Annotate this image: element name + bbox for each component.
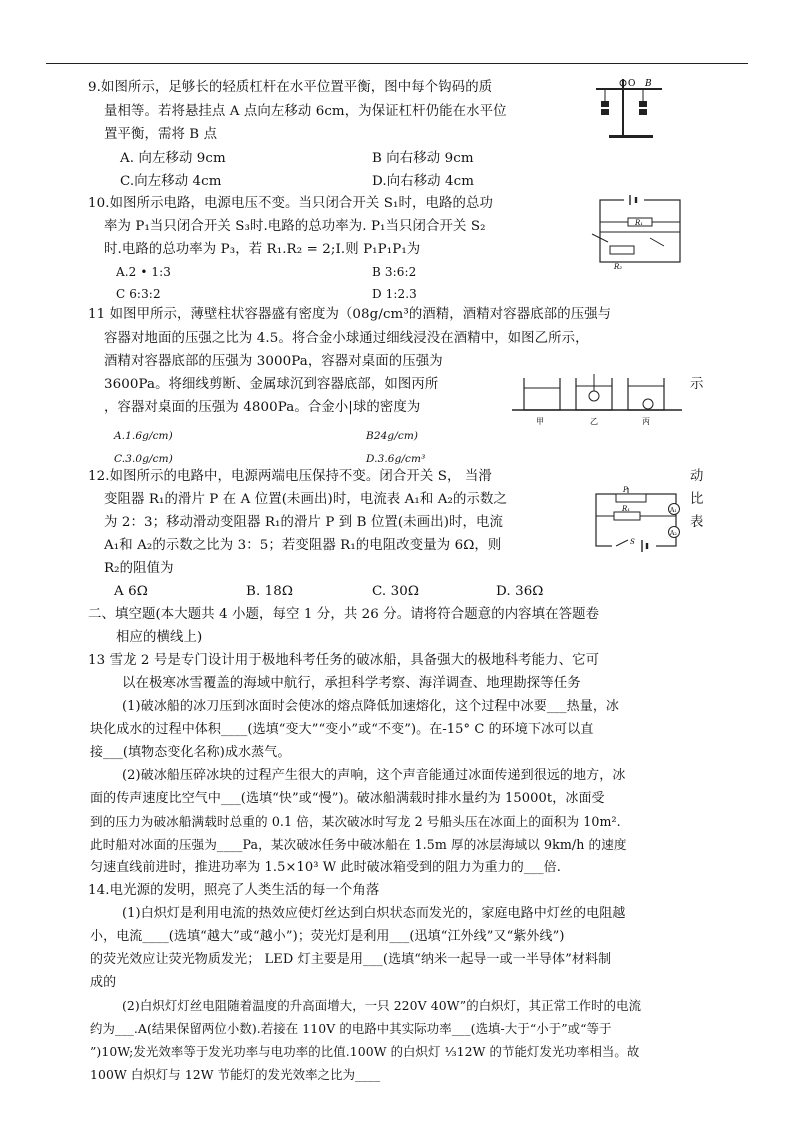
q12-circuit-figure bbox=[584, 486, 684, 554]
q11-option-d: D.3.6g/cm³ bbox=[366, 453, 426, 465]
q9-line-1: 9.如图所示，足够长的轻质杠杆在水平位置平衡，图中每个钩码的质 bbox=[88, 80, 493, 95]
q10-line-1: 10.如图所示电路，电源电压不变。当只闭合开关 S₁时，电路的总功 bbox=[88, 196, 493, 211]
header-rule bbox=[46, 63, 748, 64]
q13-line-5: 接___(填物态变化名称)成水蒸气。 bbox=[90, 745, 291, 760]
q14-line-5: 成的 bbox=[90, 975, 117, 990]
q14-line-7: 约为___.A(结果保留两位小数).若接在 110V 的电路中其实际功率___(选填-大于“小于”或“等于 bbox=[90, 1021, 612, 1036]
q9-option-a: A. 向左移动 9cm bbox=[120, 151, 226, 166]
q11-fig-label-yi: 乙 bbox=[590, 417, 598, 426]
q12-fig-label-a1: A₁ bbox=[670, 507, 677, 514]
q10-line-3: 时.电路的总功率为 P₃，若 R₁.R₂ = 2;I.则 P₁P₁P₁为 bbox=[104, 242, 421, 257]
q12-tail-1: 动 bbox=[690, 469, 704, 484]
q9-option-c: C.向左移动 4cm bbox=[120, 174, 222, 189]
q11-option-c: C.3.0g/cm) bbox=[114, 453, 173, 465]
section2-heading-line-1: 二、填空题(本大题共 4 小题，每空 1 分，共 26 分。请将符合题意的内容填在答题卷 bbox=[88, 607, 600, 622]
q10-option-b: B 3:6:2 bbox=[372, 265, 417, 279]
q10-fig-label-r2: R₂ bbox=[614, 263, 623, 271]
q13-line-8: 到的压力为破冰船满载时总重的 0.1 倍，某次破冰时写龙 2 号船头压在冰面上的面积为 10m². bbox=[90, 814, 621, 829]
q12-option-b: B. 18Ω bbox=[246, 584, 294, 599]
q13-line-6: (2)破冰船压碎冰块的过程产生很大的声响，这个声音能通过冰面传递到很远的地方，冰 bbox=[122, 768, 626, 783]
q14-line-4: 的荧光效应让荧光物质发光； LED 灯主要是用___(选填“纳米一起导一或一半导体”材料制 bbox=[90, 952, 612, 967]
q12-fig-label-a2: A₂ bbox=[670, 530, 677, 537]
q12-option-d: D. 36Ω bbox=[496, 584, 544, 599]
q12-line-1: 12.如图所示的电路中，电源两端电压保持不变。闭合开关 S， 当滑 bbox=[88, 469, 492, 484]
q12-fig-label-r1: R₁ bbox=[622, 505, 631, 513]
q12-fig-label-p: P bbox=[623, 486, 628, 494]
q14-line-3: 小，电流____(选填“越大”或“越小”)；荧光灯是利用___(迅填“江外线”又“紫外线”) bbox=[90, 929, 565, 944]
q9-lever-figure bbox=[593, 77, 665, 145]
q12-option-c: C. 30Ω bbox=[372, 584, 420, 599]
q10-circuit-figure bbox=[584, 194, 686, 274]
q12-line-5: R₂的阻值为 bbox=[104, 561, 174, 576]
q11-containers-figure bbox=[510, 370, 685, 430]
q9-option-d: D.向右移动 4cm bbox=[372, 174, 475, 189]
q13-line-4: 块化成水的过程中体积____(选填“变大”“变小”或“不变”)。在-15° C 的环境下冰可以直 bbox=[90, 722, 594, 737]
q13-line-3: (1)破冰船的冰刀压到冰面时会使冰的熔点降低加速熔化，这个过程中冰要___热量，冰 bbox=[122, 699, 620, 714]
q9-option-b: B 向右移动 9cm bbox=[372, 151, 474, 166]
q11-fig-label-jia: 甲 bbox=[536, 417, 544, 426]
q14-line-2: (1)白炽灯是利用电流的热效应使灯丝达到白炽状态而发光的，家庭电路中灯丝的电阻越 bbox=[122, 906, 626, 921]
q10-option-d: D 1:2.3 bbox=[372, 287, 417, 301]
q12-line-3: 为 2：3；移动滑动变阻器 R₁的滑片 P 到 B 位置(未画出)时，电流 bbox=[104, 515, 504, 530]
q12-tail-2: 比 bbox=[690, 492, 704, 507]
q9-line-3: 置平衡，需将 B 点 bbox=[104, 127, 218, 142]
q11-line-3: 酒精对容器底部的压强为 3000Pa，容器对桌面的压强为 bbox=[104, 354, 443, 369]
q13-line-2: 以在极寒冰雪覆盖的海域中航行，承担科学考察、海洋调查、地理勘探等任务 bbox=[122, 676, 581, 691]
q10-option-a: A.2 • 1:3 bbox=[116, 265, 172, 279]
q10-option-c: C 6:3:2 bbox=[116, 287, 161, 301]
q12-line-4: A₁和 A₂的示数之比为 3：5；若变阻器 R₁的电阻改变量为 6Ω，则 bbox=[104, 538, 502, 553]
q11-option-b: B24g/cm) bbox=[366, 430, 419, 442]
q12-tail-3: 表 bbox=[690, 515, 704, 530]
q11-line-1: 11 如图甲所示，薄壁柱状容器盛有密度为（08g/cm³的酒精，酒精对容器底部的压强与 bbox=[88, 307, 612, 322]
q11-fig-label-bing: 丙 bbox=[642, 417, 650, 426]
q13-line-9: 此时船对冰面的压强为____Pa，某次破冰任务中破冰船在 1.5m 厚的冰层海域以 9km/h 的速度 bbox=[90, 837, 627, 852]
q13-line-10: 匀速直线前进时，推进功率为 1.5×10³ W 此时破冰箱受到的阻力为重力的___倍. bbox=[90, 860, 562, 875]
q9-fig-label-b: B bbox=[645, 79, 652, 89]
q12-option-a: A 6Ω bbox=[114, 584, 148, 599]
q13-line-7: 面的传声速度比空气中___(选填“快”或“慢”)。破冰船满载时排水量约为 15000t，冰面受 bbox=[90, 791, 605, 806]
q11-line-2: 容器对地面的压强之比为 4.5。将合金小球通过细线浸没在酒精中，如图乙所示， bbox=[104, 331, 589, 346]
q9-line-2: 量相等。若将悬挂点 A 点向左移动 6cm，为保证杠杆仍能在水平位 bbox=[104, 104, 507, 119]
q12-fig-label-s: S bbox=[630, 538, 635, 546]
q14-line-1: 14.电光源的发明，照亮了人类生活的每一个角落 bbox=[88, 883, 380, 898]
q13-line-1: 13 雪龙 2 号是专门设计用于极地科考任务的破冰船，具备强大的极地科考能力、它可 bbox=[88, 653, 600, 668]
q14-line-6: (2)白炽灯灯丝电阻随着温度的升高面增大，一只 220V 40W”的白炽灯，其正常工作时的电流 bbox=[122, 998, 642, 1013]
q12-line-2: 变阻器 R₁的滑片 P 在 A 位置(未画出)时，电流表 A₁和 A₂的示数之 bbox=[104, 492, 507, 507]
q11-line-4: 3600Pa。将细线剪断、金属球沉到容器底部，如图丙所 bbox=[104, 377, 439, 392]
q11-line-5: ，容器对桌面的压强为 4800Pa。合金小|球的密度为 bbox=[104, 400, 421, 415]
q11-option-a: A.1.6g/cm) bbox=[114, 430, 173, 442]
q11-line-4-tail: 示 bbox=[690, 377, 704, 392]
q10-fig-label-r1: R₁ bbox=[635, 219, 644, 227]
section2-heading-line-2: 相应的横线上) bbox=[116, 630, 203, 645]
q14-line-9: 100W 白炽灯与 12W 节能灯的发光效率之比为____ bbox=[90, 1067, 381, 1082]
q14-line-8: ”)10W;发光效率等于发光功率与电功率的比值.100W 的白炽灯 ⅓12W 的节能灯发光功率相当。故 bbox=[90, 1044, 640, 1059]
q10-line-2: 率为 P₁当只闭合开关 S₃时.电路的总功率为. P₁当只闭合开关 S₂ bbox=[104, 219, 486, 234]
q9-fig-label-o: O bbox=[628, 79, 636, 89]
